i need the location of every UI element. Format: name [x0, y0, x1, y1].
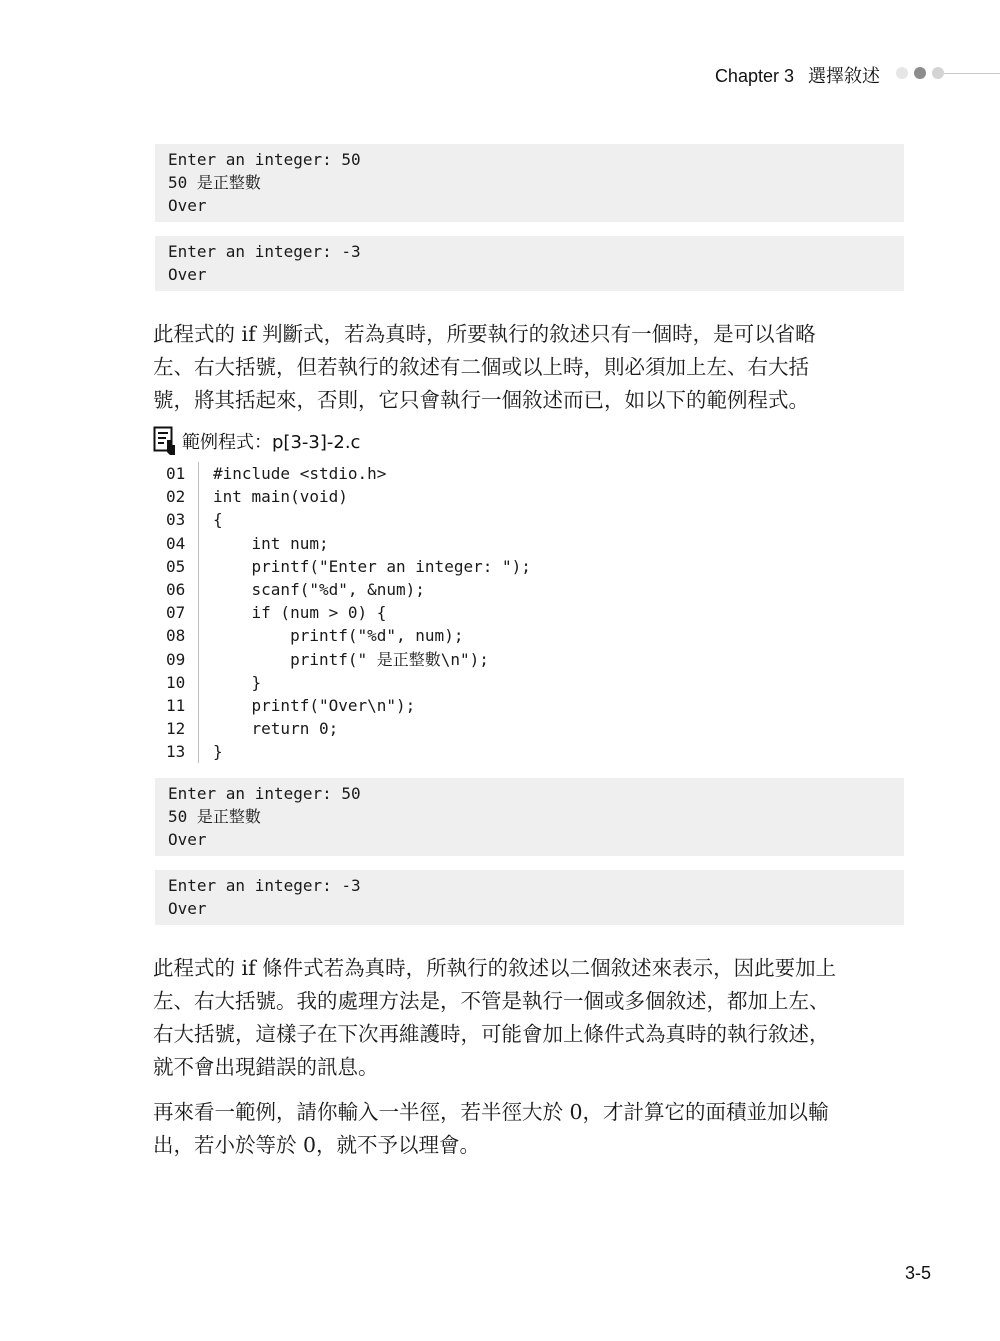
output-line: 50 是正整數	[168, 173, 261, 192]
line-number: 07	[157, 601, 199, 624]
line-number: 04	[157, 532, 199, 555]
program-output-block	[155, 870, 904, 925]
code-line	[157, 508, 902, 531]
line-number: 12	[157, 717, 199, 740]
code-line	[157, 694, 902, 717]
example-heading	[153, 425, 360, 457]
program-output-block	[155, 144, 904, 222]
chapter-label: Chapter 3	[714, 66, 794, 86]
code-text: #include <stdio.h>	[213, 464, 387, 483]
code-document-icon	[153, 426, 177, 456]
paragraph-line: 左、右大括號。我的處理方法是，不管是執行一個或多個敘述，都加上左、	[153, 989, 830, 1013]
code-text: }	[213, 672, 262, 692]
code-text: printf("Enter an integer: ");	[213, 556, 531, 576]
code-line	[157, 532, 902, 555]
code-text: {	[213, 510, 223, 530]
page-number: 3-5	[905, 1263, 932, 1283]
code-listing	[157, 462, 902, 763]
paragraph-line: 左、右大括號，但若執行的敘述有二個或以上時，則必須加上左、右大括	[153, 355, 809, 379]
code-text: if (num > 0) {	[213, 603, 387, 623]
paragraph-line: 號，將其括起來，否則，它只會執行一個敘述而已，如以下的範例程式。	[153, 388, 809, 412]
program-output-block	[155, 236, 904, 291]
code-line	[157, 601, 902, 624]
code-line	[157, 485, 902, 508]
decor-dot	[914, 67, 926, 79]
paragraph-line: 出，若小於等於 0，就不予以理會。	[153, 1133, 481, 1157]
code-text: printf(" 是正整數\n");	[213, 649, 489, 669]
header-decoration	[896, 67, 1000, 81]
line-number: 01	[157, 462, 199, 485]
paragraph-line: 右大括號，這樣子在下次再維護時，可能會加上條件式為真時的執行敘述，	[153, 1022, 830, 1046]
running-header	[0, 62, 1000, 88]
code-line	[157, 578, 902, 601]
code-text: }	[213, 742, 223, 762]
line-number: 11	[157, 694, 199, 717]
code-text: int main(void)	[213, 487, 348, 507]
line-number: 09	[157, 648, 199, 671]
code-line	[157, 671, 902, 694]
header-text	[715, 62, 880, 88]
code-text: return 0;	[213, 719, 339, 739]
code-line	[157, 624, 902, 647]
code-line	[157, 740, 902, 763]
output-line: Over	[168, 830, 207, 849]
line-number: 13	[157, 740, 199, 763]
line-number: 02	[157, 485, 199, 508]
body-paragraph	[153, 952, 905, 1084]
body-paragraph	[153, 318, 905, 417]
output-line: Over	[168, 265, 207, 284]
output-line: Enter an integer: -3	[168, 242, 361, 261]
line-number: 06	[157, 578, 199, 601]
chapter-title: 選擇敘述	[808, 66, 880, 86]
output-line: Enter an integer: 50	[168, 150, 361, 169]
example-title: 範例程式：p[3-3]-2.c	[182, 432, 361, 453]
code-line	[157, 717, 902, 740]
output-line: Over	[168, 196, 207, 215]
decor-line	[944, 73, 1000, 74]
code-line	[157, 555, 902, 578]
decor-dot	[932, 67, 944, 79]
code-text: int num;	[213, 533, 329, 553]
code-text: printf("Over\n");	[213, 695, 416, 715]
paragraph-line: 就不會出現錯誤的訊息。	[153, 1055, 379, 1079]
line-number: 03	[157, 508, 199, 531]
decor-dot	[896, 67, 908, 79]
body-paragraph	[153, 1096, 905, 1162]
line-number: 05	[157, 555, 199, 578]
line-number: 10	[157, 671, 199, 694]
paragraph-line: 此程式的 if 判斷式，若為真時，所要執行的敘述只有一個時，是可以省略	[153, 322, 816, 346]
output-line: Over	[168, 899, 207, 918]
line-number: 08	[157, 624, 199, 647]
paragraph-line: 再來看一範例，請你輸入一半徑，若半徑大於 0，才計算它的面積並加以輸	[153, 1100, 829, 1124]
output-line: Enter an integer: -3	[168, 876, 361, 895]
paragraph-line: 此程式的 if 條件式若為真時，所執行的敘述以二個敘述來表示，因此要加上	[153, 956, 837, 980]
program-output-block	[155, 778, 904, 856]
code-text: scanf("%d", &num);	[213, 579, 425, 599]
code-line	[157, 462, 902, 485]
code-text: printf("%d", num);	[213, 626, 464, 646]
output-line: Enter an integer: 50	[168, 784, 361, 803]
output-line: 50 是正整數	[168, 807, 261, 826]
code-line	[157, 648, 902, 671]
